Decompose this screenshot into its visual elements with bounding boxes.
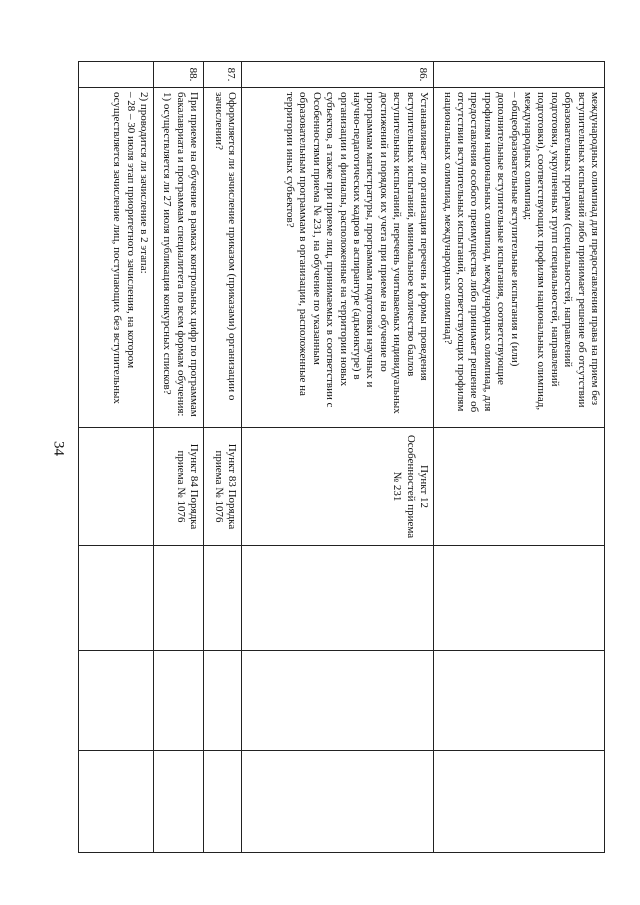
requirement-line: 2) проводится ли зачисление в 2 этапа: <box>138 92 150 274</box>
table-row <box>242 62 434 853</box>
answer-yes-cell <box>79 546 154 651</box>
requirement-line: образовательным программам в организации, расположенные на <box>297 92 310 396</box>
requirement-line: подготовки), соответствующих профилям национальных олимпиад, <box>535 92 548 411</box>
requirement-line: Оформляется ли зачисление приказом (приказами) организации о <box>226 92 238 401</box>
answer-yes-cell <box>204 546 242 651</box>
legal-reference: Пункт 84 Порядка приема № 1076 <box>154 428 204 546</box>
requirement-line: дополнительные вступительные испытания, соответствующие <box>495 92 508 385</box>
note-cell <box>204 751 242 853</box>
table-row <box>204 62 242 853</box>
requirement-line: субъектов, а также при приеме лиц, принимаемых в соответствии с <box>324 92 337 408</box>
requirement-line: профилям национальных олимпиад, международных олимпиад, для <box>481 92 494 412</box>
rotated-page-content <box>79 61 605 852</box>
requirement-line: организации и филиалы, расположенные на территории новых <box>337 92 350 387</box>
page-number: 34 <box>50 441 67 456</box>
answer-yes-cell <box>154 546 204 651</box>
requirement-line: 1) осуществляется ли 27 июля публикация конкурсных списков? <box>161 92 174 395</box>
answer-yes-cell <box>242 546 434 651</box>
requirement-line: образовательных программ (специальностей, направлений <box>562 92 575 368</box>
requirement-line: Особенностями приема № 231, на обучение по указанным <box>310 92 323 365</box>
requirement-text <box>242 88 434 428</box>
requirement-line: вступительных испытаний, минимальное количество баллов <box>404 92 417 377</box>
requirement-line: отсутствии вступительных испытаний, соответствующих профилям <box>454 92 467 412</box>
requirement-text <box>204 88 242 428</box>
requirement-line: При приеме на обучение в рамках контрольных цифр по программам <box>188 92 200 417</box>
requirement-line: территории иных субъектов? <box>283 92 296 228</box>
answer-no-cell <box>204 651 242 751</box>
legal-reference: Пункт 12 Особенностей приема № 231 <box>242 428 434 546</box>
requirement-line: зачислении? <box>212 92 225 151</box>
requirement-line: предоставления особого преимущества либо принимает решение об <box>468 92 481 413</box>
requirement-line: вступительных испытаний либо принимает решение об отсутствии <box>575 92 588 408</box>
requirement-line: – общеобразовательные вступительные испытания и (или) <box>508 92 521 367</box>
requirement-line: международных олимпиад; <box>521 92 534 221</box>
requirement-text <box>434 88 605 428</box>
item-number: 88. <box>154 62 204 88</box>
legal-reference <box>434 428 605 546</box>
table-row <box>79 62 154 853</box>
requirement-line: международных олимпиад для предоставления права на прием без <box>589 92 601 406</box>
table-row <box>154 62 204 853</box>
table-body <box>79 62 605 853</box>
checklist-table-wrapper <box>79 61 605 852</box>
requirement-line: вступительных испытаний, перечень учитываемых индивидуальных <box>391 92 404 414</box>
requirement-line: – 28 – 30 июля этап приоритетного зачисления, на котором <box>124 92 137 369</box>
requirement-line: осуществляется зачисление лиц, поступающих без вступительных <box>111 92 124 404</box>
requirement-text <box>79 88 154 428</box>
item-number <box>434 62 605 88</box>
item-number <box>79 62 154 88</box>
table-row <box>434 62 605 853</box>
note-cell <box>434 751 605 853</box>
checklist-table <box>78 61 605 853</box>
requirement-line: национальных олимпиад, международных олимпиад? <box>441 92 454 345</box>
item-number: 87. <box>204 62 242 88</box>
requirement-line: достижений и порядок их учета при приеме на обучение по <box>377 92 390 372</box>
note-cell <box>79 751 154 853</box>
requirement-line: научно-педагогических кадров в аспирантуре (адъюнктуре) в <box>350 92 363 380</box>
requirement-text <box>154 88 204 428</box>
answer-no-cell <box>154 651 204 751</box>
item-number: 86. <box>242 62 434 88</box>
note-cell <box>154 751 204 853</box>
answer-yes-cell <box>434 546 605 651</box>
legal-reference <box>79 428 154 546</box>
requirement-line: Устанавливает ли организация перечень и формы проведения <box>418 92 430 381</box>
answer-no-cell <box>242 651 434 751</box>
answer-no-cell <box>434 651 605 751</box>
requirement-line: программам магистратуры, программам подготовки научных и <box>364 92 377 388</box>
note-cell <box>242 751 434 853</box>
requirement-line: бакалавриата и программам специалитета по всем формам обучения: <box>174 92 187 417</box>
legal-reference: Пункт 83 Порядка приема № 1076 <box>204 428 242 546</box>
requirement-line: подготовки, укрупненных групп специальностей, направлений <box>548 92 561 387</box>
answer-no-cell <box>79 651 154 751</box>
